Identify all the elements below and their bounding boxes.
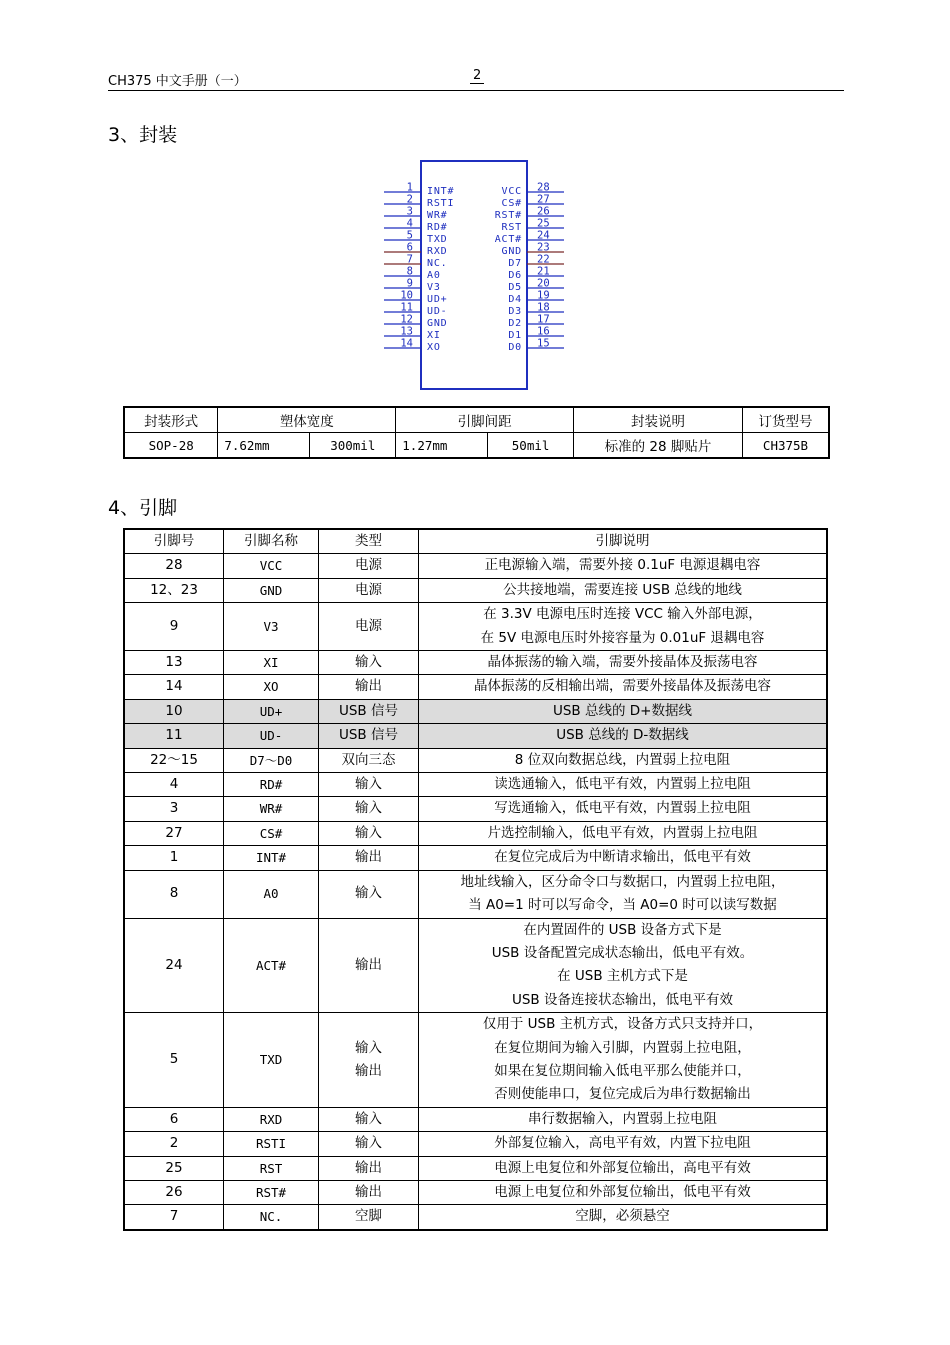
pin-name-label: UD- <box>427 306 448 317</box>
pin-name-label: RSTI <box>427 198 455 209</box>
pin-type-line: 空脚 <box>355 1208 382 1225</box>
pin-number-label: 5 <box>406 229 413 242</box>
pin-description-cell <box>419 675 828 699</box>
pin-type-cell <box>319 918 419 1013</box>
pin-name-cell: INT# <box>224 846 319 870</box>
pin-row <box>124 748 827 772</box>
pin-number-label: 10 <box>400 289 413 302</box>
pin-name-label: RD# <box>427 222 448 233</box>
pin-description-line: 串行数据输入，内置弱上拉电阻 <box>528 1110 717 1127</box>
pin-type-cell <box>319 1180 419 1204</box>
pin-row <box>124 699 827 723</box>
pin-number-cell: 3 <box>124 797 224 821</box>
pin-type-line: 输出 <box>355 678 382 695</box>
package-cell: 标准的 28 脚贴片 <box>573 433 742 459</box>
pin-type-cell <box>319 773 419 797</box>
pin-number-label: 8 <box>406 265 413 278</box>
pin-type-cell <box>319 1013 419 1108</box>
pin-number-label: 17 <box>537 313 550 326</box>
pin-row <box>124 1107 827 1131</box>
pin-row <box>124 1013 827 1108</box>
pin-type-cell <box>319 724 419 748</box>
pin-table-body <box>124 554 827 1230</box>
pin-name-label: RST <box>501 222 522 233</box>
pin-type-line: 输入 <box>355 1039 382 1056</box>
pin-name-label: XO <box>427 342 441 353</box>
pin-type-cell <box>319 748 419 772</box>
pin-description-cell <box>419 846 828 870</box>
pin-number-cell: 4 <box>124 773 224 797</box>
pin-name-cell: RST <box>224 1156 319 1180</box>
pin-name-label: D2 <box>508 318 522 329</box>
pin-name-cell: WR# <box>224 797 319 821</box>
pin-type-cell <box>319 1132 419 1156</box>
pin-name-label: D0 <box>508 342 522 353</box>
pin-table <box>123 528 828 1231</box>
document-title: CH375 中文手册（一） <box>108 74 247 89</box>
pin-description-cell <box>419 748 828 772</box>
pin-description-line: 如果在复位期间输入低电平那么使能并口， <box>494 1062 751 1079</box>
pin-number-label: 9 <box>406 277 413 290</box>
pin-type-line: 输出 <box>355 1159 382 1176</box>
pin-type-line: 电源 <box>355 617 382 634</box>
pin-row <box>124 724 827 748</box>
pin-name-label: D3 <box>508 306 522 317</box>
pin-number-cell: 26 <box>124 1180 224 1204</box>
pin-type-line: 输出 <box>355 1062 382 1079</box>
pin-number-cell: 11 <box>124 724 224 748</box>
pin-name-label: GND <box>427 318 448 329</box>
pin-name-label: UD+ <box>427 294 448 305</box>
pin-type-cell <box>319 603 419 651</box>
pin-number-cell: 7 <box>124 1205 224 1230</box>
pin-table-header-cell: 类型 <box>319 529 419 554</box>
pin-number-label: 23 <box>537 241 550 254</box>
pin-name-label: D1 <box>508 330 522 341</box>
pin-number-cell: 13 <box>124 651 224 675</box>
pin-name-cell: NC. <box>224 1205 319 1230</box>
package-table <box>123 406 830 459</box>
pin-name-cell: A0 <box>224 870 319 918</box>
pin-description-cell <box>419 797 828 821</box>
pin-name-cell: VCC <box>224 554 319 578</box>
pin-row <box>124 1205 827 1230</box>
pin-name-label: XI <box>427 330 441 341</box>
package-cell: 1.27mm <box>396 433 488 459</box>
pin-row <box>124 603 827 651</box>
pin-description-line: 电源上电复位和外部复位输出，低电平有效 <box>494 1183 751 1200</box>
pin-description-line: 正电源输入端，需要外接 0.1uF 电源退耦电容 <box>484 557 761 574</box>
pin-number-label: 19 <box>537 289 550 302</box>
pin-table-header-cell: 引脚说明 <box>419 529 828 554</box>
pin-name-cell: RST# <box>224 1180 319 1204</box>
pin-name-label: TXD <box>427 234 448 245</box>
pin-type-cell <box>319 578 419 602</box>
pin-description-cell <box>419 821 828 845</box>
pin-row <box>124 1180 827 1204</box>
pin-type-cell <box>319 699 419 723</box>
pin-row <box>124 1132 827 1156</box>
package-cell: 300mil <box>310 433 396 459</box>
pin-name-label: NC. <box>427 258 448 269</box>
pin-description-line: 片选控制输入，低电平有效，内置弱上拉电阻 <box>487 824 758 841</box>
pin-number-label: 25 <box>537 217 550 230</box>
pin-description-line: USB 设备配置完成状态输出，低电平有效。 <box>491 944 754 961</box>
pin-description-cell <box>419 1132 828 1156</box>
pin-number-label: 14 <box>400 337 413 350</box>
package-data-row <box>124 433 829 459</box>
pin-name-cell: CS# <box>224 821 319 845</box>
pin-number-label: 2 <box>406 193 413 206</box>
pin-description-line: 当 A0=1 时可以写命令，当 A0=0 时可以读写数据 <box>468 897 777 914</box>
pin-name-cell: XO <box>224 675 319 699</box>
pin-name-cell: RD# <box>224 773 319 797</box>
pin-description-line: 在复位期间为输入引脚，内置弱上拉电阻， <box>494 1039 751 1056</box>
pin-description-line: 电源上电复位和外部复位输出，高电平有效 <box>494 1159 751 1176</box>
pin-number-cell: 9 <box>124 603 224 651</box>
pin-description-cell <box>419 554 828 578</box>
pin-name-cell: GND <box>224 578 319 602</box>
pin-description-line: USB 总线的 D-数据线 <box>556 727 689 744</box>
pin-description-line: USB 设备连接状态输出，低电平有效 <box>511 991 733 1008</box>
pin-number-label: 21 <box>537 265 550 278</box>
pin-number-label: 16 <box>537 325 550 338</box>
pin-number-label: 28 <box>537 181 550 194</box>
package-header-cell: 订货型号 <box>743 407 830 433</box>
pin-number-label: 15 <box>537 337 550 350</box>
pin-description-line: 在内置固件的 USB 设备方式下是 <box>523 921 722 938</box>
package-cell: 50mil <box>488 433 574 459</box>
chip-pinout-diagram <box>380 158 570 394</box>
pin-type-line: USB 信号 <box>338 702 398 719</box>
pin-number-label: 11 <box>400 301 413 314</box>
pin-number-label: 27 <box>537 193 550 206</box>
pin-description-line: 公共接地端，需要连接 USB 总线的地线 <box>503 581 742 598</box>
pin-row <box>124 554 827 578</box>
pin-row <box>124 1156 827 1180</box>
pin-name-label: D6 <box>508 270 522 281</box>
pin-description-line: 读选通输入，低电平有效，内置弱上拉电阻 <box>494 776 751 793</box>
pin-description-cell <box>419 1013 828 1108</box>
pin-number-label: 6 <box>406 241 413 254</box>
pin-number-label: 26 <box>537 205 550 218</box>
page-header <box>108 68 844 91</box>
package-cell: CH375B <box>743 433 830 459</box>
pin-number-cell: 2 <box>124 1132 224 1156</box>
pin-description-cell <box>419 870 828 918</box>
pin-type-line: 输出 <box>355 1183 382 1200</box>
pin-description-cell <box>419 1180 828 1204</box>
pin-table-header-cell: 引脚号 <box>124 529 224 554</box>
pin-type-cell <box>319 870 419 918</box>
pin-description-cell <box>419 699 828 723</box>
pin-description-line: 8 位双向数据总线，内置弱上拉电阻 <box>514 751 731 768</box>
pin-type-line: 输入 <box>355 824 382 841</box>
pin-description-cell <box>419 651 828 675</box>
pin-type-line: 电源 <box>355 557 382 574</box>
pin-number-cell: 1 <box>124 846 224 870</box>
package-cell: SOP-28 <box>124 433 218 459</box>
pin-description-cell <box>419 724 828 748</box>
pin-row <box>124 797 827 821</box>
pin-number-cell: 25 <box>124 1156 224 1180</box>
section-title-pins: 4、引脚 <box>108 497 178 519</box>
pin-number-cell: 14 <box>124 675 224 699</box>
pin-name-cell: UD+ <box>224 699 319 723</box>
pin-description-line: 在复位完成后为中断请求输出，低电平有效 <box>494 849 751 866</box>
pin-description-line: USB 总线的 D+数据线 <box>552 702 692 719</box>
pin-name-label: WR# <box>427 210 448 221</box>
pin-name-label: CS# <box>501 198 522 209</box>
pin-description-line: 晶体振荡的反相输出端，需要外接晶体及振荡电容 <box>474 678 771 695</box>
pin-type-line: 输入 <box>355 1110 382 1127</box>
pin-name-label: D4 <box>508 294 522 305</box>
pin-type-line: 输出 <box>355 956 382 973</box>
pin-name-cell: XI <box>224 651 319 675</box>
pin-description-line: 在 5V 电源电压时外接容量为 0.01uF 退耦电容 <box>480 629 765 646</box>
package-header-cell: 引脚间距 <box>396 407 574 433</box>
pin-number-label: 18 <box>537 301 550 314</box>
pin-number-label: 13 <box>400 325 413 338</box>
pin-row <box>124 870 827 918</box>
pin-description-line: 写选通输入，低电平有效，内置弱上拉电阻 <box>494 800 751 817</box>
pin-type-cell <box>319 554 419 578</box>
pin-number-label: 3 <box>406 205 413 218</box>
pin-type-line: 输入 <box>355 800 382 817</box>
pin-name-label: ACT# <box>494 234 522 245</box>
pin-description-cell <box>419 1156 828 1180</box>
section-title-package: 3、封装 <box>108 124 178 146</box>
pin-type-line: 输入 <box>355 885 382 902</box>
pin-table-header-cell: 引脚名称 <box>224 529 319 554</box>
package-header-cell: 塑体宽度 <box>218 407 396 433</box>
pin-number-label: 1 <box>406 181 413 194</box>
pin-description-line: 空脚，必须悬空 <box>575 1208 670 1225</box>
pin-description-cell <box>419 603 828 651</box>
pin-description-line: 地址线输入，区分命令口与数据口，内置弱上拉电阻， <box>460 873 785 890</box>
pin-name-label: V3 <box>427 282 441 293</box>
pin-description-cell <box>419 1107 828 1131</box>
pin-name-label: GND <box>501 246 522 257</box>
pin-number-cell: 10 <box>124 699 224 723</box>
pin-description-line: 在 3.3V 电源电压时连接 VCC 输入外部电源， <box>483 606 762 623</box>
pin-name-label: RST# <box>494 210 522 221</box>
pin-description-cell <box>419 773 828 797</box>
pin-name-cell: V3 <box>224 603 319 651</box>
pin-row <box>124 578 827 602</box>
pin-number-label: 20 <box>537 277 550 290</box>
pin-name-cell: RXD <box>224 1107 319 1131</box>
pin-type-cell <box>319 846 419 870</box>
pin-type-line: 输入 <box>355 1135 382 1152</box>
pin-name-label: D5 <box>508 282 522 293</box>
pin-number-cell: 5 <box>124 1013 224 1108</box>
pin-description-line: 在 USB 主机方式下是 <box>557 968 688 985</box>
pin-row <box>124 821 827 845</box>
pin-number-label: 7 <box>406 253 413 266</box>
pin-type-cell <box>319 821 419 845</box>
pin-type-line: 输入 <box>355 654 382 671</box>
pin-number-cell: 22～15 <box>124 748 224 772</box>
pin-name-cell: ACT# <box>224 918 319 1013</box>
pin-type-line: USB 信号 <box>338 727 398 744</box>
pin-number-label: 4 <box>406 217 413 230</box>
pin-number-cell: 28 <box>124 554 224 578</box>
pin-name-cell: RSTI <box>224 1132 319 1156</box>
pin-type-line: 输出 <box>355 849 382 866</box>
pin-number-cell: 12、23 <box>124 578 224 602</box>
pin-number-cell: 6 <box>124 1107 224 1131</box>
pin-type-cell <box>319 1107 419 1131</box>
pin-name-cell: UD- <box>224 724 319 748</box>
pin-description-cell <box>419 578 828 602</box>
pin-number-label: 24 <box>537 229 550 242</box>
pin-name-cell: TXD <box>224 1013 319 1108</box>
pin-name-label: RXD <box>427 246 448 257</box>
package-header-cell: 封装形式 <box>124 407 218 433</box>
pin-name-label: D7 <box>508 258 522 269</box>
pin-description-cell <box>419 918 828 1013</box>
pin-type-cell <box>319 1205 419 1230</box>
pin-number-cell: 24 <box>124 918 224 1013</box>
pin-number-cell: 27 <box>124 821 224 845</box>
pin-type-cell <box>319 675 419 699</box>
package-header-cell: 封装说明 <box>573 407 742 433</box>
pin-type-cell <box>319 1156 419 1180</box>
pin-row <box>124 846 827 870</box>
pin-row <box>124 651 827 675</box>
pin-description-line: 外部复位输入，高电平有效，内置下拉电阻 <box>494 1135 751 1152</box>
pin-number-label: 22 <box>537 253 550 266</box>
pin-row <box>124 773 827 797</box>
pin-description-line: 仅用于 USB 主机方式，设备方式只支持并口， <box>482 1016 763 1033</box>
pin-row <box>124 675 827 699</box>
pin-type-line: 双向三态 <box>341 751 396 768</box>
package-cell: 7.62mm <box>218 433 310 459</box>
pin-description-cell <box>419 1205 828 1230</box>
package-header-row <box>124 407 829 433</box>
pin-number-label: 12 <box>400 313 413 326</box>
pin-name-label: A0 <box>427 270 441 281</box>
pin-table-header-row <box>124 529 827 554</box>
pin-name-cell: D7～D0 <box>224 748 319 772</box>
page-number: 2 <box>470 68 484 84</box>
pin-name-label: INT# <box>427 186 455 197</box>
pin-description-line: 晶体振荡的输入端，需要外接晶体及振荡电容 <box>487 654 758 671</box>
pin-number-cell: 8 <box>124 870 224 918</box>
pin-name-label: VCC <box>501 186 522 197</box>
pin-type-line: 输入 <box>355 776 382 793</box>
pin-row <box>124 918 827 1013</box>
pin-type-line: 电源 <box>355 581 382 598</box>
pin-type-cell <box>319 797 419 821</box>
pin-type-cell <box>319 651 419 675</box>
pin-description-line: 否则使能串口，复位完成后为串行数据输出 <box>494 1086 751 1103</box>
